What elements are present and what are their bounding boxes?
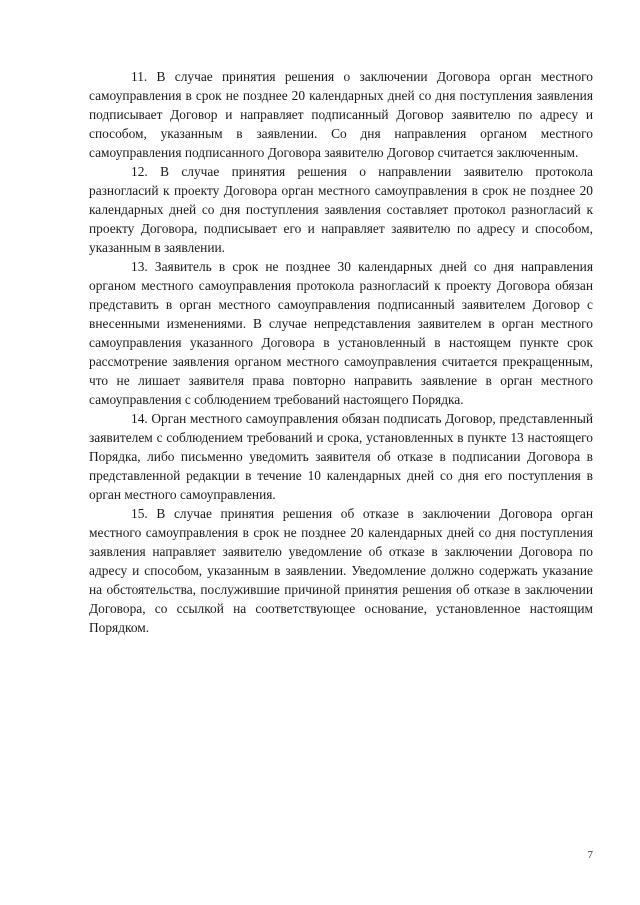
paragraph-12: 12. В случае принятия решения о направлении заявителю протокола разногласий к проекту Договора орган местного самоуправления в срок не позднее 20 календарных дней со дня поступления заявления составляет протокол разногласий к проекту Договора, подписывает его и направляет заявителю по адресу и способом, указанным в заявлении.: [89, 164, 593, 255]
document-body: [89, 67, 593, 637]
paragraph-14: 14. Орган местного самоуправления обязан подписать Договор, представленный заявителем с соблюдением требований и срока, установленных в пункте 13 настоящего Порядка, либо письменно уведомить заявителя об отказе в подписании Договора в представленной редакции в течение 10 календарных дней со дня его поступления в орган местного самоуправления.: [89, 411, 593, 502]
paragraph-13: 13. Заявитель в срок не позднее 30 календарных дней со дня направления органом местного самоуправления протокола разногласий к проекту Договора обязан представить в орган местного самоуправления подписанный заявителем Договор с внесенными изменениями. В случае непредставления заявителем в орган местного самоуправления указанного Договора в установленный в настоящем пункте срок рассмотрение заявления органом местного самоуправления считается прекращенным, что не лишает заявителя права повторно направить заявление в орган местного самоуправления с соблюдением требований настоящего Порядка.: [89, 259, 593, 407]
paragraph-15: 15. В случае принятия решения об отказе в заключении Договора орган местного самоуправления в срок не позднее 20 календарных дней со дня поступления заявления направляет заявителю уведомление об отказе в заключении Договора по адресу и способом, указанным в заявлении. Уведомление должно содержать указание на обстоятельства, послужившие причиной принятия решения об отказе в заключении Договора, со ссылкой на соответствующее основание, установленное настоящим Порядком.: [89, 506, 593, 635]
page-number: 7: [587, 849, 593, 861]
paragraph-11: 11. В случае принятия решения о заключении Договора орган местного самоуправления в срок не позднее 20 календарных дней со дня поступления заявления подписывает Договор и направляет подписанный Договор заявителю по адресу и способом, указанным в заявлении. Со дня направления органом местного самоуправления подписанного Договора заявителю Договор считается заключенным.: [89, 69, 593, 160]
